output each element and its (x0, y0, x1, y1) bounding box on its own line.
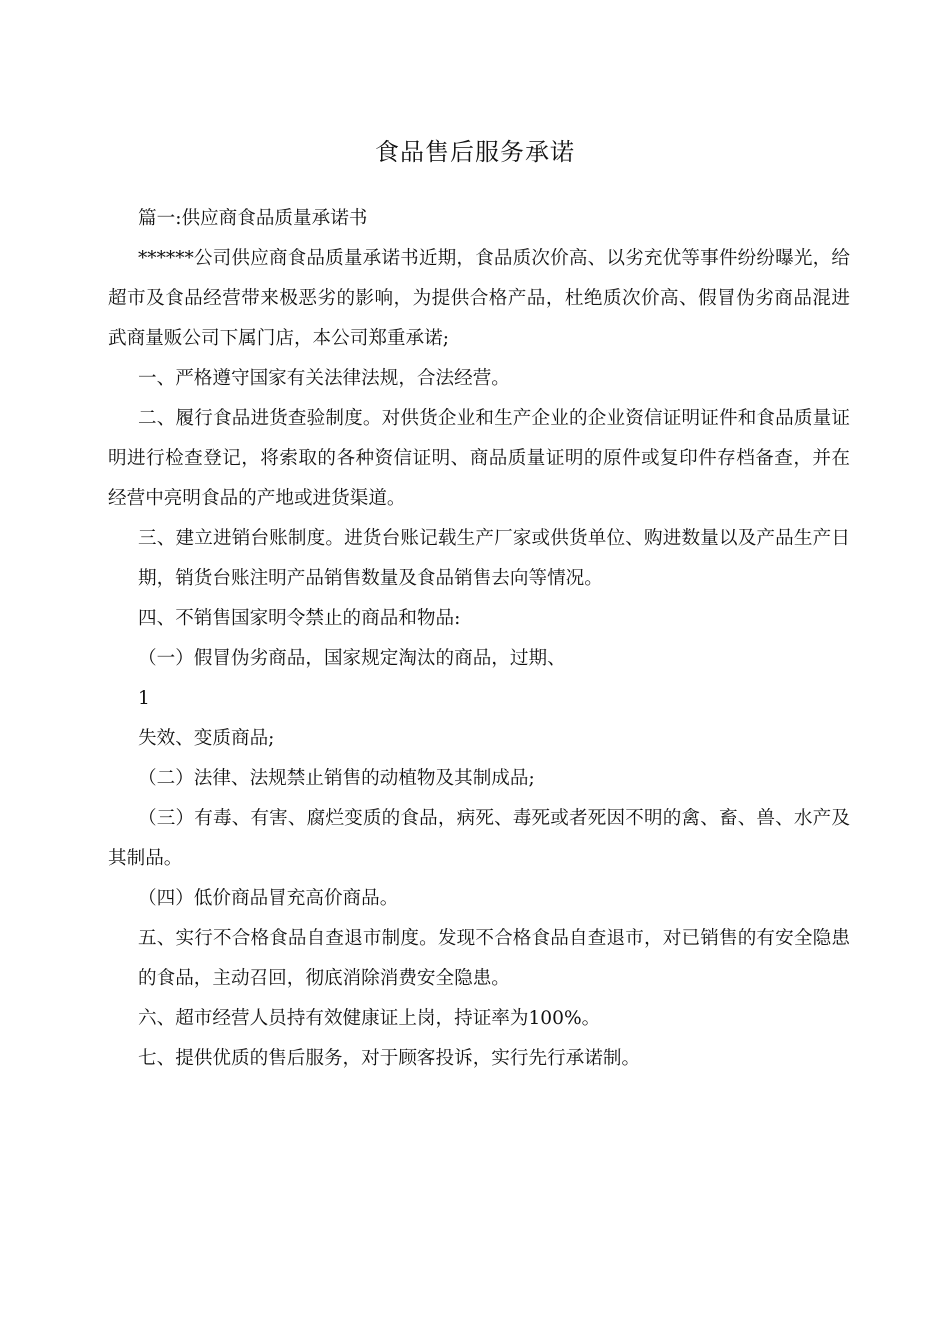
commitment-4-item-4: （四）低价商品冒充高价商品。 (138, 888, 399, 909)
commitment-3: 三、建立进销台账制度。进货台账记载生产厂家或供货单位、购进数量以及产品生产日期，销货台账注明产品销售数量及食品销售去向等情况。 (138, 528, 850, 589)
commitment-4-item-3: （三）有毒、有害、腐烂变质的食品，病死、毒死或者死因不明的禽、畜、兽、水产及其制品。 (108, 808, 850, 869)
commitment-1: 一、严格遵守国家有关法律法规，合法经营。 (138, 368, 510, 389)
commitment-4-item-1: （一）假冒伪劣商品，国家规定淘汰的商品，过期、 (138, 648, 566, 669)
page-number: 1 (138, 688, 150, 709)
intro-paragraph: ******公司供应商食品质量承诺书近期，食品质次价高、以劣充优等事件纷纷曝光，给超市及食品经营带来极恶劣的影响，为提供合格产品，杜绝质次价高、假冒伪劣商品混进武商量贩公司下属门店，本公司郑重承诺; (108, 248, 850, 349)
document-title: 食品售后服务承诺 (375, 138, 575, 166)
commitment-4-item-2: （二）法律、法规禁止销售的动植物及其制成品; (138, 768, 535, 789)
document-body (108, 199, 850, 1079)
commitment-4-item-1-cont: 失效、变质商品; (138, 728, 275, 749)
commitment-7: 七、提供优质的售后服务，对于顾客投诉，实行先行承诺制。 (138, 1048, 641, 1069)
commitment-2: 二、履行食品进货查验制度。对供货企业和生产企业的企业资信证明证件和食品质量证明进行检查登记，将索取的各种资信证明、商品质量证明的原件或复印件存档备查，并在经营中亮明食品的产地或进货渠道。 (108, 408, 850, 509)
commitment-5: 五、实行不合格食品自查退市制度。发现不合格食品自查退市，对已销售的有安全隐患的食品，主动召回，彻底消除消费安全隐患。 (138, 928, 850, 989)
commitment-6: 六、超市经营人员持有效健康证上岗，持证率为100%。 (138, 1008, 601, 1029)
section-heading: 篇一:供应商食品质量承诺书 (138, 208, 368, 229)
commitment-4: 四、不销售国家明令禁止的商品和物品: (138, 608, 461, 629)
